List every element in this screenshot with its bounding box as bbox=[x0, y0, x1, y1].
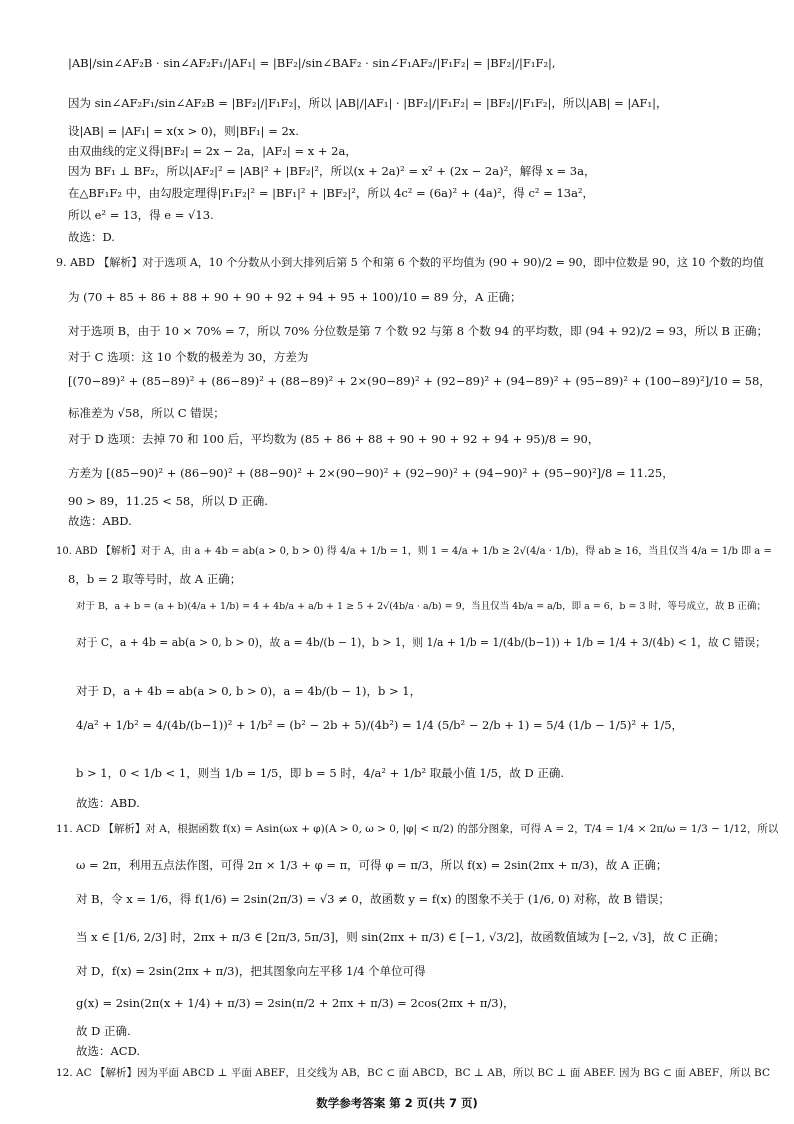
text-line: 设|AB| = |AF₁| = x(x > 0)，则|BF₁| = 2x. bbox=[68, 124, 299, 138]
text-line: 标准差为 √58，所以 C 错误； bbox=[68, 406, 225, 420]
text-line: 9. ABD 【解析】对于选项 A，10 个分数从小到大排列后第 5 个和第 6 个数的平均值为 (90 + 90)/2 = 90，即中位数是 90，这 10 个数的均值 bbox=[56, 256, 764, 269]
text-line: 因为 sin∠AF₂F₁/sin∠AF₂B = |BF₂|/|F₁F₂|，所以 |AB|/|AF₁| · |BF₂|/|F₁F₂| = |BF₂|/|F₁F₂|，所以|AB| = |AF₁|， bbox=[68, 96, 668, 110]
text-line: 由双曲线的定义得|BF₂| = 2x − 2a，|AF₂| = x + 2a， bbox=[68, 144, 357, 158]
text-line: g(x) = 2sin(2π(x + 1/4) + π/3) = 2sin(π/2 + 2πx + π/3) = 2cos(2πx + π/3)， bbox=[76, 996, 515, 1010]
text-line: 故选：D. bbox=[68, 230, 115, 244]
text-line: 对于 C 选项：这 10 个数的极差为 30，方差为 bbox=[68, 350, 309, 364]
text-line: 对 B，令 x = 1/6，得 f(1/6) = 2sin(2π/3) = √3 ≠ 0，故函数 y = f(x) 的图象不关于 (1/6, 0) 对称，故 B 错误； bbox=[76, 892, 670, 906]
text-line: 对于 C，a + 4b = ab(a > 0, b > 0)，故 a = 4b/(b − 1)，b > 1，则 1/a + 1/b = 1/(4b/(b−1)) + 1/b = 1/4 + 3/(4b) < 1，故 C 错误； bbox=[76, 636, 766, 649]
text-line: 方差为 [(85−90)² + (86−90)² + (88−90)² + 2×(90−90)² + (92−90)² + (94−90)² + (95−90)²]/8 = 11.25， bbox=[68, 466, 674, 480]
text-line: 12. AC 【解析】因为平面 ABCD ⊥ 平面 ABEF，且交线为 AB，BC ⊂ 面 ABCD，BC ⊥ AB，所以 BC ⊥ 面 ABEF. 因为 BG ⊂ 面 ABEF，所以 BC bbox=[56, 1067, 770, 1079]
text-line: 10. ABD 【解析】对于 A，由 a + 4b = ab(a > 0, b > 0) 得 4/a + 1/b = 1，则 1 = 4/a + 1/b ≥ 2√(4/a · 1/b)，得 ab ≥ 16，当且仅当 4/a = 1/b 即 a = bbox=[56, 546, 772, 557]
text-line: 故 D 正确. bbox=[76, 1024, 131, 1038]
page-footer: 数学参考答案 第 2 页(共 7 页) bbox=[316, 1096, 478, 1110]
text-line: 对 D，f(x) = 2sin(2πx + π/3)，把其图象向左平移 1/4 个单位可得 bbox=[76, 964, 426, 978]
text-line: 故选：ACD. bbox=[76, 1044, 141, 1058]
text-line: b > 1，0 < 1/b < 1，则当 1/b = 1/5，即 b = 5 时，4/a² + 1/b² 取最小值 1/5，故 D 正确. bbox=[76, 766, 565, 780]
text-line: 对于选项 B，由于 10 × 70% = 7，所以 70% 分位数是第 7 个数 92 与第 8 个数 94 的平均数，即 (94 + 92)/2 = 93，所以 B 正确； bbox=[68, 324, 769, 338]
text-line: 因为 BF₁ ⊥ BF₂，所以|AF₂|² = |AB|² + |BF₂|²，所以(x + 2a)² = x² + (2x − 2a)²，解得 x = 3a， bbox=[68, 164, 596, 178]
text-line: 对于 D，a + 4b = ab(a > 0, b > 0)，a = 4b/(b − 1)，b > 1， bbox=[76, 684, 422, 698]
text-line: 所以 e² = 13，得 e = √13. bbox=[68, 208, 214, 222]
text-line: 90 > 89，11.25 < 58，所以 D 正确. bbox=[68, 494, 268, 508]
text-line: 11. ACD 【解析】对 A，根据函数 f(x) = Asin(ωx + φ)(A > 0, ω > 0, |φ| < π/2) 的部分图象，可得 A = 2，T/4 = 1/4 × 2π/ω = 1/3 − 1/12，所以 bbox=[56, 823, 779, 835]
text-line: 故选：ABD. bbox=[76, 796, 140, 810]
text-line: 4/a² + 1/b² = 4/(4b/(b−1))² + 1/b² = (b² − 2b + 5)/(4b²) = 1/4 (5/b² − 2/b + 1) = 5/4 (1/b − 1/5)² + 1/5， bbox=[76, 718, 684, 732]
text-line: 8，b = 2 取等号时，故 A 正确； bbox=[68, 572, 242, 586]
text-line: 对于 B，a + b = (a + b)(4/a + 1/b) = 4 + 4b/a + a/b + 1 ≥ 5 + 2√(4b/a · a/b) = 9，当且仅当 4b/a = a/b，即 a = 6，b = 3 时，等号成立，故 B 正确； bbox=[76, 601, 767, 612]
text-line: 为 (70 + 85 + 86 + 88 + 90 + 90 + 92 + 94 + 95 + 100)/10 = 89 分，A 正确； bbox=[68, 290, 522, 304]
text-line: 故选：ABD. bbox=[68, 514, 132, 528]
text-line: 当 x ∈ [1/6, 2/3] 时，2πx + π/3 ∈ [2π/3, 5π/3]，则 sin(2πx + π/3) ∈ [−1, √3/2]，故函数值域为 [−2, √3]，故 C 正确； bbox=[76, 930, 725, 944]
text-line: [(70−89)² + (85−89)² + (86−89)² + (88−89)² + 2×(90−89)² + (92−89)² + (94−89)² + (95−89)² + (100−89)²]/10 = 58， bbox=[68, 374, 771, 388]
text-line: |AB|/sin∠AF₂B · sin∠AF₂F₁/|AF₁| = |BF₂|/sin∠BAF₂ · sin∠F₁AF₂/|F₁F₂| = |BF₂|/|F₁F₂|, bbox=[68, 56, 556, 70]
text-line: 在△BF₁F₂ 中，由勾股定理得|F₁F₂|² = |BF₁|² + |BF₂|²，所以 4c² = (6a)² + (4a)²，得 c² = 13a²， bbox=[68, 186, 595, 200]
text-line: ω = 2π，利用五点法作图，可得 2π × 1/3 + φ = π，可得 φ = π/3，所以 f(x) = 2sin(2πx + π/3)，故 A 正确； bbox=[76, 858, 668, 872]
text-line: 对于 D 选项：去掉 70 和 100 后，平均数为 (85 + 86 + 88 + 90 + 90 + 92 + 94 + 95)/8 = 90， bbox=[68, 432, 600, 446]
